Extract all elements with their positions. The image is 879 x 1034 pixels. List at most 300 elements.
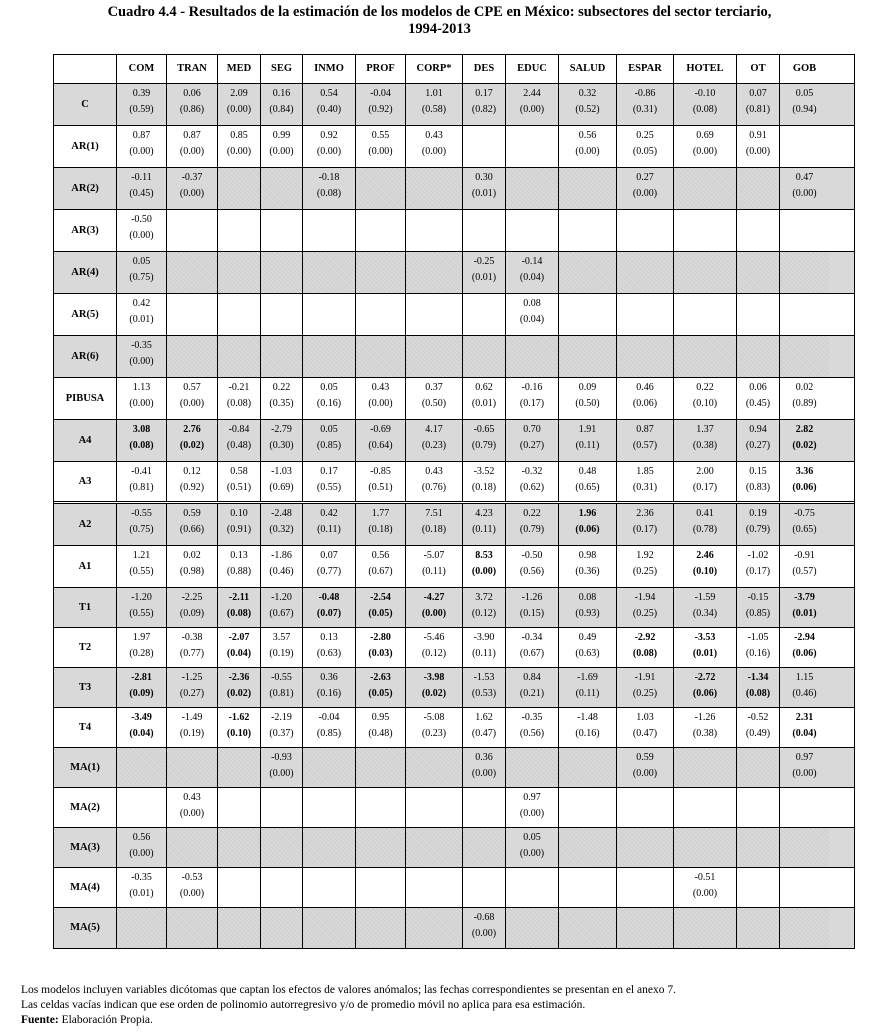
table-cell: [506, 504, 559, 545]
table-cell: [737, 336, 780, 377]
table-cell: [261, 748, 303, 787]
table-cell: [559, 546, 617, 587]
p-value: (0.18): [368, 523, 393, 535]
coefficient-value: -0.10: [694, 88, 716, 99]
table-cell: [303, 462, 356, 501]
coefficient-value: -0.65: [473, 424, 495, 435]
p-value: (0.18): [471, 481, 497, 493]
table-cell: [218, 908, 261, 948]
p-value: (0.00): [316, 145, 342, 157]
p-value: (0.04): [226, 647, 252, 659]
p-value: (0.82): [471, 103, 497, 115]
table-cell: [406, 378, 463, 419]
table-cell: [780, 868, 829, 907]
column-header: OT: [737, 55, 780, 83]
coefficient-value: 0.06: [183, 88, 201, 99]
table-cell: [617, 588, 674, 627]
table-cell: [406, 252, 463, 293]
coefficient-value: 0.08: [578, 592, 597, 603]
coefficient-value: 2.44: [523, 88, 541, 99]
p-value: (0.57): [632, 439, 658, 451]
table-cell: [506, 828, 559, 867]
p-value: (0.11): [472, 647, 496, 659]
coefficient-value: -4.27: [423, 592, 445, 603]
table-cell: [117, 294, 167, 335]
table-cell: [617, 462, 674, 501]
table-cell: [674, 828, 737, 867]
coefficient-value: -0.68: [473, 912, 495, 923]
coefficient-value: 0.99: [272, 130, 291, 141]
p-value: (0.31): [632, 103, 658, 115]
table-cell: [559, 294, 617, 335]
p-value: (0.56): [519, 727, 545, 739]
p-value: (0.75): [129, 523, 154, 535]
coefficient-value: 0.15: [749, 466, 767, 477]
coefficient-value: 0.97: [523, 792, 541, 803]
coefficient-value: 1.85: [636, 466, 654, 477]
table-cell: [356, 788, 406, 827]
p-value: (0.16): [316, 687, 342, 699]
p-value: (0.65): [792, 523, 817, 535]
table-cell: [559, 420, 617, 461]
table-cell: [406, 126, 463, 167]
coefficient-value: -1.05: [747, 632, 769, 643]
table-row: [54, 748, 854, 788]
coefficient-value: 0.05: [523, 832, 541, 843]
table-cell: [737, 504, 780, 545]
p-value: (0.00): [692, 145, 718, 157]
table-cell: [617, 828, 674, 867]
p-value: (0.00): [792, 767, 817, 779]
p-value: (0.02): [226, 687, 252, 699]
p-value: (0.67): [269, 607, 294, 619]
source-text: Elaboración Propia.: [58, 1014, 153, 1026]
table-cell: [617, 378, 674, 419]
coefficient-value: 0.36: [475, 752, 493, 763]
table-cell: [303, 336, 356, 377]
p-value: (0.01): [471, 397, 497, 409]
table-cell: [261, 504, 303, 545]
coefficient-value: 0.07: [749, 88, 767, 99]
p-value: (0.00): [519, 807, 545, 819]
table-cell: [303, 210, 356, 251]
table-cell: [674, 748, 737, 787]
table-cell: [117, 546, 167, 587]
row-label: T1: [54, 588, 117, 627]
p-value: (0.12): [421, 647, 447, 659]
coefficient-value: -0.50: [131, 214, 152, 225]
coefficient-value: -2.07: [228, 632, 250, 643]
coefficient-value: -0.25: [473, 256, 495, 267]
table-cell: [218, 210, 261, 251]
table-row: [54, 668, 854, 708]
p-value: (0.37): [269, 727, 294, 739]
p-value: (0.47): [471, 727, 497, 739]
table-cell: [506, 908, 559, 948]
p-value: (0.79): [745, 523, 771, 535]
table-cell: [506, 378, 559, 419]
coefficient-value: 0.70: [523, 424, 541, 435]
table-cell: [218, 294, 261, 335]
p-value: (0.65): [575, 481, 600, 493]
table-cell: [261, 546, 303, 587]
table-cell: [356, 462, 406, 501]
table-cell: [463, 546, 506, 587]
p-value: (0.01): [471, 187, 497, 199]
table-cell: [506, 210, 559, 251]
table-cell: [261, 420, 303, 461]
table-cell: [261, 294, 303, 335]
table-cell: [218, 462, 261, 501]
table-cell: [617, 788, 674, 827]
table-cell: [167, 378, 218, 419]
table-cell: [261, 668, 303, 707]
p-value: (0.46): [269, 565, 294, 577]
table-cell: [303, 252, 356, 293]
p-value: (0.02): [792, 439, 817, 451]
p-value: (0.00): [129, 847, 154, 859]
p-value: (0.55): [129, 565, 154, 577]
coefficient-value: -2.54: [370, 592, 391, 603]
coefficient-value: 1.37: [696, 424, 714, 435]
table-row: [54, 788, 854, 828]
table-row: [54, 336, 854, 378]
p-value: (0.50): [575, 397, 600, 409]
table-cell: [218, 168, 261, 209]
coefficient-value: 0.56: [371, 550, 390, 561]
p-value: (0.00): [471, 565, 497, 577]
table-cell: [463, 504, 506, 545]
p-value: (0.11): [317, 523, 341, 535]
table-cell: [117, 378, 167, 419]
table-cell: [218, 420, 261, 461]
table-cell: [406, 668, 463, 707]
coefficient-value: 0.42: [132, 298, 151, 309]
coefficient-value: -2.63: [370, 672, 391, 683]
table-cell: [780, 336, 829, 377]
table-cell: [303, 628, 356, 667]
coefficient-value: -5.07: [423, 550, 445, 561]
row-label: T3: [54, 668, 117, 707]
p-value: (0.16): [745, 647, 771, 659]
p-value: (0.08): [316, 187, 342, 199]
table-cell: [406, 84, 463, 125]
coefficient-value: 0.56: [132, 832, 151, 843]
table-cell: [559, 84, 617, 125]
table-cell: [617, 210, 674, 251]
table-cell: [506, 588, 559, 627]
row-label: MA(2): [54, 788, 117, 827]
coefficient-value: 1.03: [636, 712, 654, 723]
table-cell: [356, 126, 406, 167]
table-cell: [674, 336, 737, 377]
coefficient-value: -0.04: [370, 88, 391, 99]
table-cell: [303, 84, 356, 125]
coefficient-value: -0.35: [131, 872, 152, 883]
coefficient-value: 0.91: [749, 130, 767, 141]
coefficient-value: 0.58: [230, 466, 248, 477]
table-cell: [406, 828, 463, 867]
table-cell: [463, 668, 506, 707]
p-value: (0.00): [226, 103, 252, 115]
coefficient-value: 0.06: [749, 382, 767, 393]
table-cell: [261, 462, 303, 501]
table-cell: [737, 546, 780, 587]
coefficient-value: -0.69: [370, 424, 391, 435]
p-value: (0.79): [471, 439, 497, 451]
coefficient-value: 0.12: [183, 466, 201, 477]
table-cell: [261, 828, 303, 867]
p-value: (0.48): [226, 439, 252, 451]
table-row: [54, 420, 854, 462]
table-cell: [218, 504, 261, 545]
table-cell: [617, 252, 674, 293]
table-cell: [780, 168, 829, 209]
source-note: [21, 1013, 871, 1028]
p-value: (0.34): [692, 607, 718, 619]
p-value: (0.48): [368, 727, 393, 739]
coefficient-value: 0.62: [475, 382, 493, 393]
table-cell: [218, 788, 261, 827]
p-value: (0.67): [519, 647, 545, 659]
coefficient-value: 0.08: [523, 298, 541, 309]
table-cell: [406, 748, 463, 787]
p-value: (0.00): [129, 355, 154, 367]
table-cell: [356, 908, 406, 948]
coefficient-value: 0.98: [578, 550, 597, 561]
table-cell: [780, 126, 829, 167]
coefficient-value: 0.49: [578, 632, 597, 643]
coefficient-value: 0.59: [183, 508, 201, 519]
table-cell: [617, 908, 674, 948]
coefficient-value: 8.53: [475, 550, 493, 561]
p-value: (0.07): [316, 607, 342, 619]
coefficient-value: 0.37: [425, 382, 443, 393]
table-cell: [463, 378, 506, 419]
coefficient-value: 0.85: [230, 130, 248, 141]
p-value: (0.03): [368, 647, 393, 659]
table-cell: [506, 708, 559, 747]
table-cell: [463, 588, 506, 627]
coefficient-value: -0.11: [131, 172, 152, 183]
table-cell: [780, 462, 829, 501]
table-cell: [780, 252, 829, 293]
p-value: (0.00): [129, 397, 154, 409]
coefficient-value: -2.94: [794, 632, 815, 643]
table-cell: [167, 462, 218, 501]
table-cell: [356, 210, 406, 251]
coefficient-value: -1.20: [271, 592, 292, 603]
p-value: (0.27): [745, 439, 771, 451]
table-cell: [167, 868, 218, 907]
p-value: (0.00): [129, 229, 154, 241]
table-cell: [463, 908, 506, 948]
coefficient-value: 0.22: [523, 508, 541, 519]
table-cell: [463, 868, 506, 907]
coefficient-value: -3.52: [473, 466, 495, 477]
table-cell: [506, 668, 559, 707]
coefficient-value: -2.19: [271, 712, 292, 723]
coefficient-value: 0.05: [132, 256, 151, 267]
coefficient-value: 0.87: [183, 130, 201, 141]
table-cell: [737, 828, 780, 867]
coefficient-value: -0.04: [318, 712, 340, 723]
p-value: (0.02): [421, 687, 447, 699]
coefficient-value: 0.94: [749, 424, 767, 435]
table-cell: [167, 504, 218, 545]
table-cell: [674, 588, 737, 627]
table-cell: [463, 748, 506, 787]
row-label: AR(6): [54, 336, 117, 377]
p-value: (0.31): [632, 481, 658, 493]
coefficient-value: -2.11: [228, 592, 250, 603]
table-cell: [117, 668, 167, 707]
coefficient-value: 1.13: [132, 382, 151, 393]
row-label: AR(2): [54, 168, 117, 209]
coefficient-value: -0.38: [181, 632, 203, 643]
table-cell: [117, 168, 167, 209]
table-cell: [737, 668, 780, 707]
table-cell: [506, 252, 559, 293]
p-value: (0.81): [129, 481, 154, 493]
coefficient-value: 0.27: [636, 172, 654, 183]
p-value: (0.36): [575, 565, 600, 577]
p-value: (0.00): [421, 145, 447, 157]
p-value: (0.19): [269, 647, 294, 659]
table-row: [54, 294, 854, 336]
p-value: (0.53): [471, 687, 497, 699]
table-cell: [617, 336, 674, 377]
column-header: DES: [463, 55, 506, 83]
coefficient-value: 0.13: [320, 632, 338, 643]
table-cell: [406, 588, 463, 627]
table-cell: [617, 294, 674, 335]
coefficient-value: 0.84: [523, 672, 541, 683]
table-cell: [356, 828, 406, 867]
column-header: TRAN: [167, 55, 218, 83]
row-label: PIBUSA: [54, 378, 117, 419]
coefficient-value: 0.22: [272, 382, 291, 393]
table-cell: [117, 462, 167, 501]
p-value: (0.51): [226, 481, 252, 493]
coefficient-value: 1.92: [636, 550, 654, 561]
p-value: (0.92): [368, 103, 393, 115]
p-value: (0.81): [269, 687, 294, 699]
coefficient-value: -0.16: [521, 382, 543, 393]
table-cell: [218, 252, 261, 293]
p-value: (0.00): [226, 145, 252, 157]
p-value: (0.00): [368, 145, 393, 157]
table-cell: [506, 748, 559, 787]
table-cell: [737, 868, 780, 907]
coefficient-value: 2.00: [696, 466, 714, 477]
p-value: (0.25): [632, 607, 658, 619]
table-cell: [674, 210, 737, 251]
coefficient-value: -0.41: [131, 466, 152, 477]
table-cell: [559, 168, 617, 209]
p-value: (0.85): [316, 439, 342, 451]
coefficient-value: 2.76: [183, 424, 201, 435]
coefficient-value: -2.81: [131, 672, 152, 683]
coefficient-value: 0.02: [795, 382, 814, 393]
table-cell: [463, 828, 506, 867]
table-cell: [737, 420, 780, 461]
coefficient-value: 2.09: [230, 88, 248, 99]
table-cell: [463, 336, 506, 377]
table-cell: [406, 336, 463, 377]
table-cell: [406, 462, 463, 501]
table-cell: [356, 294, 406, 335]
table-cell: [559, 788, 617, 827]
coefficient-value: -1.48: [577, 712, 598, 723]
header-row: [54, 55, 854, 84]
table-cell: [261, 84, 303, 125]
p-value: (0.01): [792, 607, 817, 619]
p-value: (0.01): [129, 313, 154, 325]
coefficient-value: 1.15: [795, 672, 814, 683]
p-value: (0.09): [179, 607, 205, 619]
row-label: MA(5): [54, 908, 117, 948]
coefficient-value: -1.53: [473, 672, 495, 683]
table-cell: [303, 868, 356, 907]
table-cell: [617, 126, 674, 167]
coefficient-value: -0.93: [271, 752, 292, 763]
note-line-2: Las celdas vacías indican que ese orden de polinomio autorregresivo y/o de promedio móvil no aplica para esa estimación.: [21, 999, 586, 1011]
p-value: (0.02): [179, 439, 205, 451]
table-cell: [780, 788, 829, 827]
table-cell: [406, 210, 463, 251]
p-value: (0.17): [692, 481, 718, 493]
coefficient-value: 0.09: [578, 382, 597, 393]
table-cell: [674, 462, 737, 501]
p-value: (0.11): [422, 565, 446, 577]
table-cell: [674, 378, 737, 419]
table-cell: [167, 788, 218, 827]
p-value: (0.98): [179, 565, 205, 577]
table-cell: [559, 210, 617, 251]
p-value: (0.17): [745, 565, 771, 577]
table-cell: [506, 546, 559, 587]
table-cell: [737, 708, 780, 747]
table-cell: [167, 628, 218, 667]
p-value: (0.00): [792, 187, 817, 199]
table-cell: [780, 668, 829, 707]
table-cell: [737, 462, 780, 501]
table-cell: [674, 126, 737, 167]
coefficient-value: 0.87: [132, 130, 151, 141]
p-value: (0.63): [575, 647, 600, 659]
table-cell: [406, 868, 463, 907]
coefficient-value: 0.10: [230, 508, 248, 519]
table-cell: [559, 708, 617, 747]
p-value: (0.09): [129, 687, 154, 699]
coefficient-value: 4.23: [475, 508, 493, 519]
p-value: (0.62): [519, 481, 545, 493]
table-cell: [117, 84, 167, 125]
p-value: (0.46): [792, 687, 817, 699]
coefficient-value: 0.43: [371, 382, 390, 393]
coefficient-value: 0.13: [230, 550, 248, 561]
table-cell: [559, 748, 617, 787]
coefficient-value: 1.96: [578, 508, 597, 519]
coefficient-value: 2.36: [636, 508, 654, 519]
table-cell: [167, 546, 218, 587]
table-cell: [167, 828, 218, 867]
coefficient-value: -0.55: [131, 508, 152, 519]
table-cell: [463, 168, 506, 209]
table-cell: [303, 668, 356, 707]
table-cell: [261, 708, 303, 747]
